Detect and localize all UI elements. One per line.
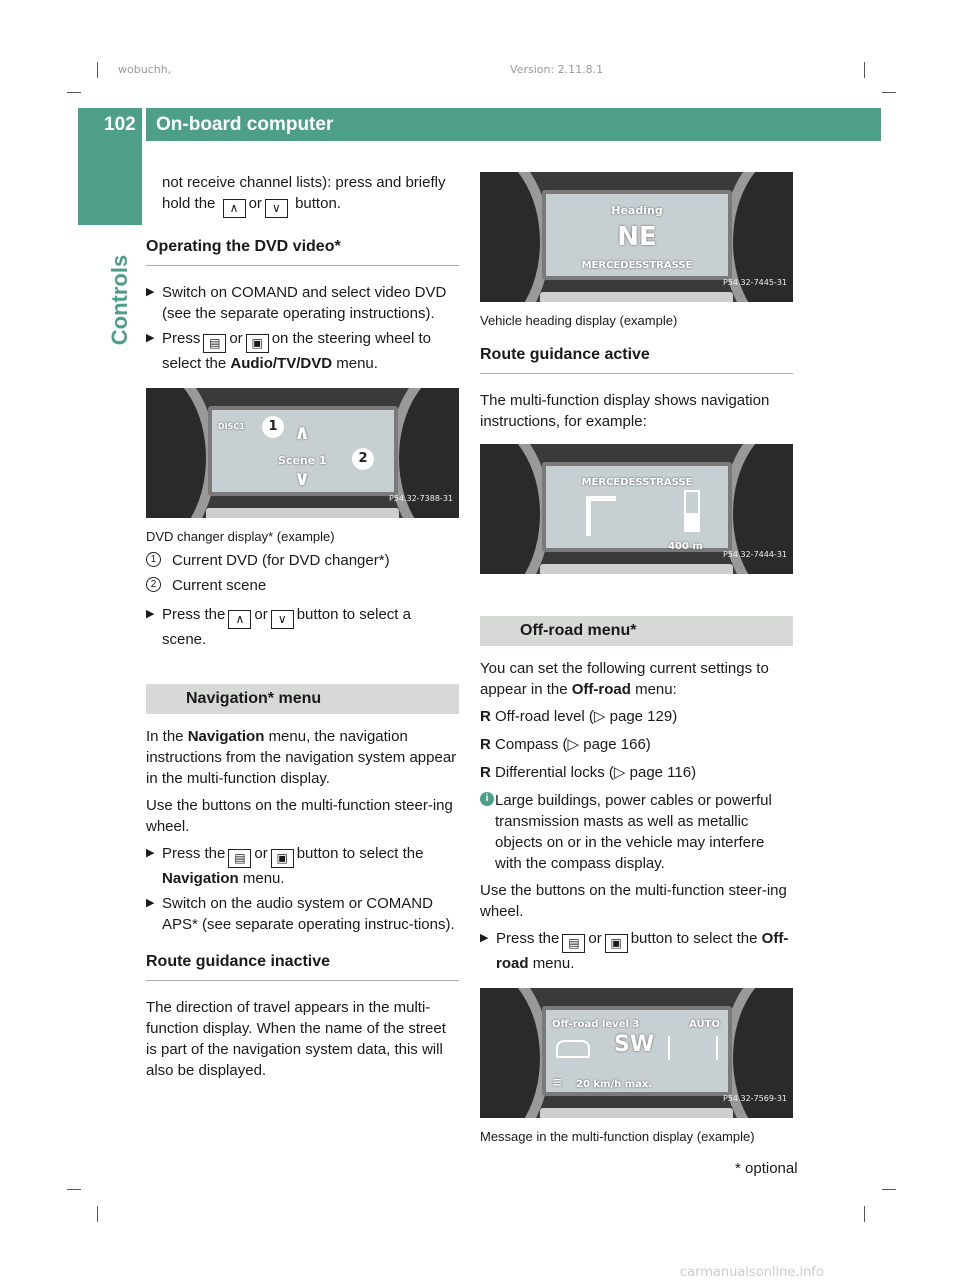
- side-tab-label-wrap: [100, 225, 140, 385]
- up-arrow-icon: ∧: [294, 420, 311, 444]
- down-arrow-icon: ∨: [294, 466, 311, 490]
- display-screen: Off-road level 3 AUTO SW ≡ 20 km/h max.: [542, 1006, 732, 1096]
- menu-lines-icon: ≡: [552, 1075, 563, 1089]
- turn-arrow-icon: [586, 496, 616, 536]
- step-arrow-icon: ▶: [146, 286, 155, 298]
- crop-mark: [67, 1189, 81, 1190]
- forward-button-icon: ▣: [271, 849, 294, 868]
- footer-optional-note: * optional: [735, 1160, 798, 1177]
- step-item: ▶ Press ▤ or ▣ on the steering wheel to select the Audio/TV/DVD menu.: [146, 330, 431, 372]
- step-arrow-icon: ▶: [146, 332, 155, 344]
- crop-mark: [882, 92, 896, 93]
- step-arrow-icon: ▶: [480, 932, 489, 944]
- paragraph: Use the buttons on the multi-function steer-ing wheel.: [146, 797, 453, 835]
- step-item: ▶ Press the ▤ or ▣ button to select the Navigation menu.: [146, 845, 424, 887]
- figure-dvd-changer: DISC1 ∧ Scene 1 ∨ 1 2 P54.32-7388-31: [146, 388, 459, 518]
- display-screen: Heading NE MERCEDESSTRASSE: [542, 190, 732, 280]
- callout-item: 2 Current scene: [146, 575, 459, 596]
- watermark-link[interactable]: carmanualsonline.info: [680, 1265, 824, 1280]
- distance-bar: [684, 490, 700, 532]
- info-note: i Large buildings, power cables or powerful transmission masts as well as metallic objects on or in the vehicle may interfere with the compass display.: [480, 790, 793, 874]
- step-item: ▶ Press the ∧ or ∨ button to select a scene.: [146, 606, 411, 648]
- list-item: R Differential locks (▷ page 116): [480, 764, 697, 781]
- forward-button-icon: ▣: [605, 934, 628, 953]
- page-number: 102: [104, 114, 136, 135]
- back-button-icon: ▤: [562, 934, 585, 953]
- print-slug-left: wobuchh,: [118, 63, 172, 76]
- back-button-icon: ▤: [228, 849, 251, 868]
- section-banner-offroad: Off-road menu*: [480, 616, 793, 646]
- callout-2: 2: [352, 448, 374, 470]
- side-tab: [78, 141, 142, 225]
- section-heading-route-active: Route guidance active: [480, 344, 793, 374]
- step-arrow-icon: ▶: [146, 847, 155, 859]
- step-item: ▶ Press the ▤ or ▣ button to select the Off-road menu.: [480, 930, 789, 972]
- paragraph: You can set the following current settings to appear in the Off-road menu:: [480, 660, 769, 698]
- paragraph: Use the buttons on the multi-function steer-ing wheel.: [480, 882, 787, 920]
- right-column: [480, 172, 793, 1146]
- list-item: R Off-road level (▷ page 129): [480, 708, 678, 725]
- crop-mark: [67, 92, 81, 93]
- crop-mark: [882, 1189, 896, 1190]
- step-arrow-icon: ▶: [146, 897, 155, 909]
- paragraph: The multi-function display shows navigation instructions, for example:: [480, 392, 770, 430]
- up-button-icon: ∧: [223, 199, 246, 218]
- left-column: [146, 172, 459, 1087]
- page-title: On-board computer: [156, 114, 334, 135]
- display-screen: MERCEDESSTRASSE 400 m: [542, 462, 732, 552]
- figure-route-guidance: MERCEDESSTRASSE 400 m P54.32-7444-31: [480, 444, 793, 574]
- crop-mark: [97, 1206, 98, 1222]
- section-heading-dvd: Operating the DVD video*: [146, 236, 459, 266]
- step-item: ▶ Switch on COMAND and select video DVD (see the separate operating instructions).: [146, 284, 447, 322]
- print-slug-right: Version: 2.11.8.1: [510, 63, 604, 76]
- figure-caption: Vehicle heading display (example): [480, 313, 678, 328]
- forward-button-icon: ▣: [246, 334, 269, 353]
- differential-lock-icon: [668, 1036, 718, 1060]
- figure-vehicle-heading: Heading NE MERCEDESSTRASSE P54.32-7445-31: [480, 172, 793, 302]
- side-tab-label: Controls: [107, 254, 132, 346]
- figure-offroad-display: Off-road level 3 AUTO SW ≡ 20 km/h max. P54.32-7569-31: [480, 988, 793, 1118]
- intro-paragraph: not receive channel lists): press and briefly hold the ∧ or ∨ button.: [146, 172, 459, 218]
- crop-mark: [864, 62, 865, 78]
- step-item: ▶ Switch on the audio system or COMAND APS* (see separate operating instruc-tions).: [146, 895, 455, 933]
- info-icon: i: [480, 792, 494, 806]
- down-button-icon: ∨: [271, 610, 294, 629]
- paragraph: The direction of travel appears in the multi-function display. When the name of the street is part of the navigation system data, this will also be displayed.: [146, 999, 446, 1079]
- down-button-icon: ∨: [265, 199, 288, 218]
- section-heading-route-inactive: Route guidance inactive: [146, 951, 459, 981]
- figure-caption: Message in the multi-function display (example): [480, 1129, 755, 1144]
- vehicle-icon: [556, 1040, 590, 1058]
- back-button-icon: ▤: [203, 334, 226, 353]
- list-item: R Compass (▷ page 166): [480, 736, 651, 753]
- crop-mark: [864, 1206, 865, 1222]
- display-screen: DISC1 ∧ Scene 1 ∨ 1 2: [208, 406, 398, 496]
- up-button-icon: ∧: [228, 610, 251, 629]
- header-divider: [142, 108, 146, 141]
- callout-1: 1: [262, 416, 284, 438]
- callout-item: 1 Current DVD (for DVD changer*): [146, 550, 459, 571]
- section-banner-navigation: Navigation* menu: [146, 684, 459, 714]
- paragraph: In the Navigation menu, the navigation instructions from the navigation system appear in the multi-function display.: [146, 728, 457, 787]
- step-arrow-icon: ▶: [146, 608, 155, 620]
- crop-mark: [97, 62, 98, 78]
- figure-caption: DVD changer display* (example): [146, 529, 335, 544]
